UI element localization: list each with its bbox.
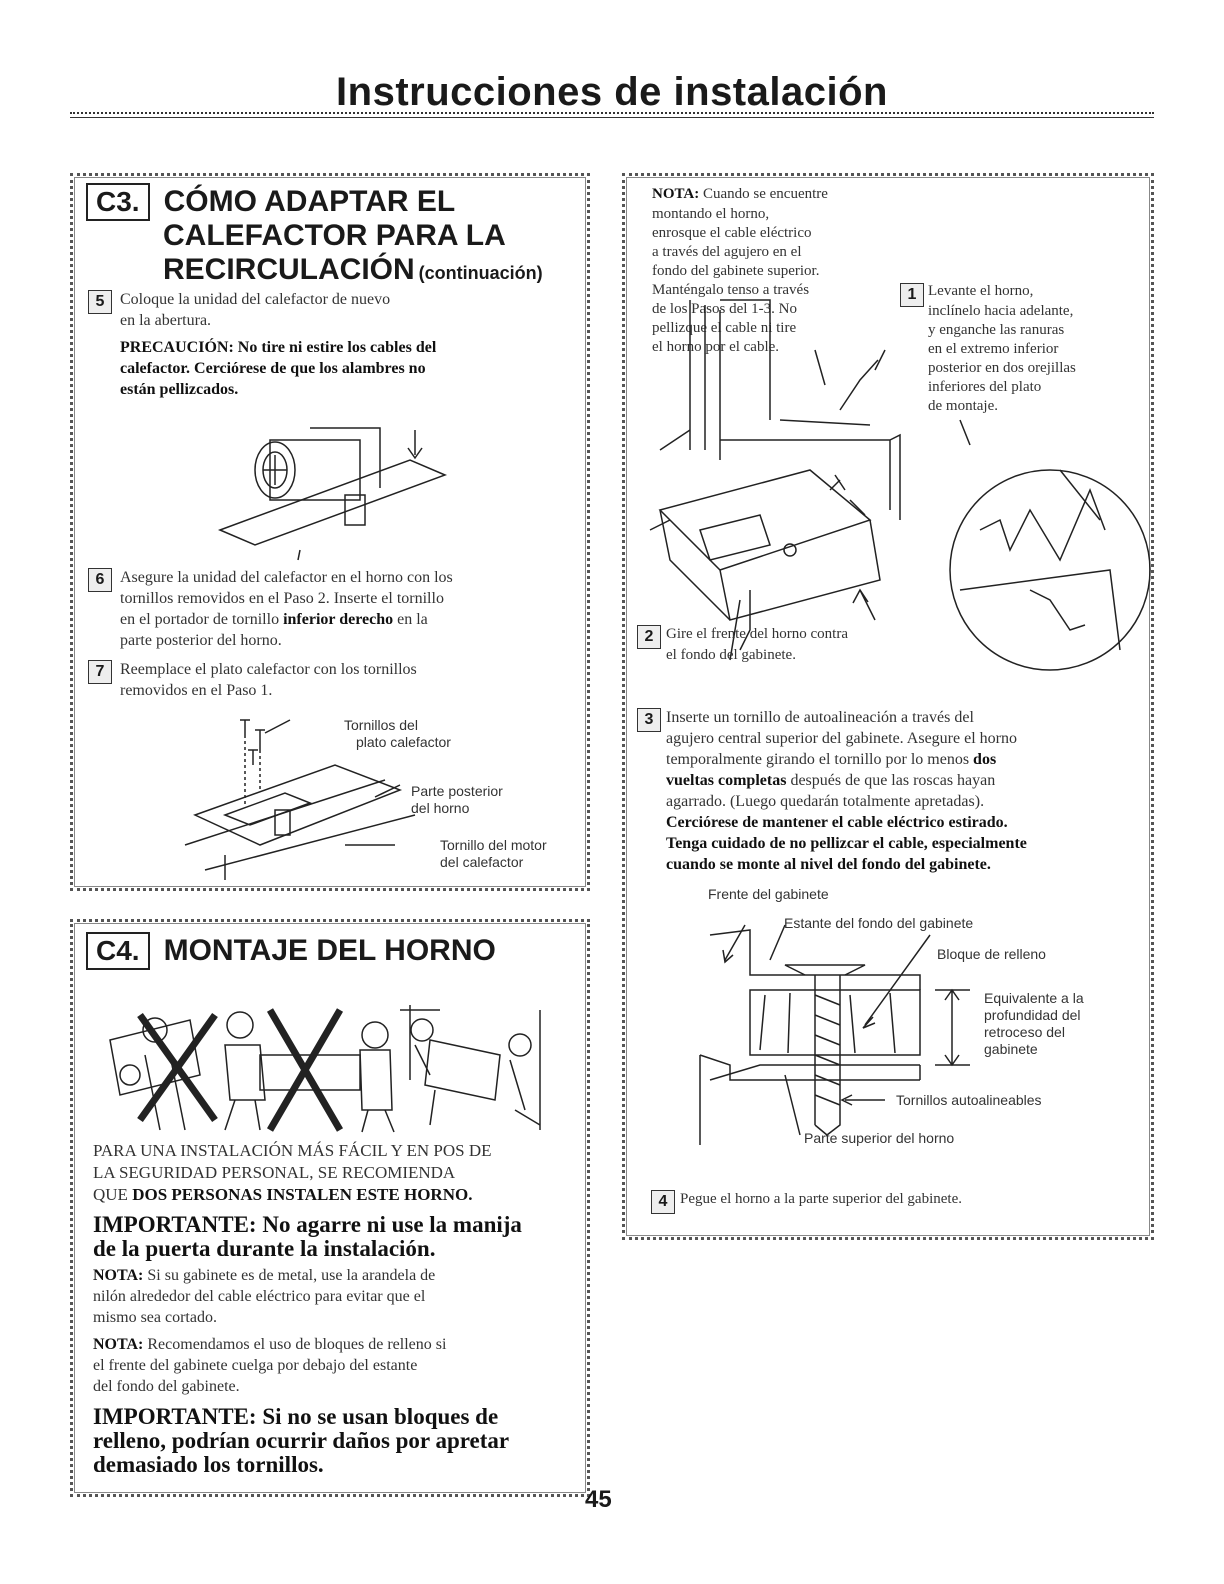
caution-line-2: calefactor. Cerciórese de que los alambres no [120, 360, 426, 377]
step-6-line-1: Asegure la unidad del calefactor en el horno con los [120, 569, 453, 586]
oven-mounting-illustration [630, 290, 1150, 670]
step-3-line-2: agujero central superior del gabinete. Asegure el horno [666, 730, 1017, 747]
label-motor-screw-2: del calefactor [440, 854, 524, 870]
label-heater-plate-screws-1: Tornillos del [344, 717, 418, 733]
step-1-line-1: Levante el horno, [928, 283, 1034, 299]
step-1-number: 1 [900, 283, 924, 307]
c4-important-2-line-1: IMPORTANTE: Si no se usan bloques de [93, 1404, 499, 1429]
label-oven-rear-1: Parte posterior [411, 783, 503, 799]
step-5-text-2: en la abertura. [120, 312, 212, 329]
c4-para-1: PARA UNA INSTALACIÓN MÁS FÁCIL Y EN POS DE [93, 1141, 492, 1160]
step-6-line-3: en el portador de tornillo inferior derecho en la [120, 611, 428, 628]
step-3-line-4: vueltas completas después de que las roscas hayan [666, 772, 996, 789]
page-number: 45 [585, 1486, 612, 1513]
section-c4-tag: C4. [86, 932, 150, 970]
step-1-line-7: de montaje. [928, 398, 998, 414]
right-nota-line-4: a través del agujero en el [652, 244, 802, 260]
label-filler-block: Bloque de relleno [937, 946, 1046, 962]
caution-line-3: están pellizcados. [120, 381, 239, 398]
step-7-number: 7 [88, 660, 112, 684]
step-4-number: 4 [651, 1190, 675, 1214]
title-rule [70, 112, 1154, 118]
step-1-line-4: en el extremo inferior [928, 341, 1059, 357]
c4-nota-1-line-1: NOTA: Si su gabinete es de metal, use la arandela de [93, 1267, 436, 1284]
c4-nota-1-line-2: nilón alrededor del cable eléctrico para evitar que el [93, 1288, 426, 1305]
c4-important-2-line-2: relleno, podrían ocurrir daños por apretar [93, 1428, 510, 1453]
two-person-lift-illustration [100, 1000, 560, 1135]
c4-nota-2-line-2: el frente del gabinete cuelga por debajo del estante [93, 1357, 418, 1374]
step-1-line-6: inferiores del plato [928, 379, 1042, 395]
c4-para-2: LA SEGURIDAD PERSONAL, SE RECOMIENDA [93, 1163, 456, 1182]
right-nota-line-2: montando el horno, [652, 206, 770, 222]
right-nota-line-7: de los Pasos del 1-3. No [652, 301, 797, 317]
label-cabinet-bottom-shelf: Estante del fondo del gabinete [784, 915, 974, 931]
step-3-line-7: Tenga cuidado de no pellizcar el cable, especialmente [666, 835, 1027, 852]
right-nota-line-6: Manténgalo tenso a través [652, 282, 810, 298]
right-nota-line-9: el horno por el cable. [652, 339, 780, 355]
label-equiv-3: retroceso del [984, 1024, 1065, 1040]
step-5-number: 5 [88, 290, 112, 314]
filler-block-illustration [690, 905, 1150, 1155]
label-motor-screw-1: Tornillo del motor [440, 837, 547, 853]
caution-line-1: PRECAUCIÓN: No tire ni estire los cables del [120, 339, 437, 356]
step-6-line-2: tornillos removidos en el Paso 2. Inserte el tornillo [120, 590, 444, 607]
right-nota-line-8: pellizque el cable ni tire [652, 320, 797, 336]
right-nota-line-5: fondo del gabinete superior. [652, 263, 820, 279]
c4-para-3: QUE DOS PERSONAS INSTALEN ESTE HORNO. [93, 1185, 473, 1204]
section-c3-heading [86, 183, 576, 221]
step-3-line-3: temporalmente girando el tornillo por lo menos dos [666, 751, 997, 768]
step-3-line-8: cuando se monte al nivel del fondo del gabinete. [666, 856, 991, 873]
step-3-line-6: Cerciórese de mantener el cable eléctrico estirado. [666, 814, 1008, 831]
section-c4-heading [86, 932, 576, 970]
c4-important-2-line-3: demasiado los tornillos. [93, 1452, 324, 1477]
section-c3-title-1: CÓMO ADAPTAR EL [163, 185, 456, 218]
step-2-number: 2 [637, 625, 661, 649]
label-oven-rear-2: del horno [411, 800, 470, 816]
step-5-text-1: Coloque la unidad del calefactor de nuevo [120, 291, 391, 308]
page-title: Instrucciones de instalación [336, 70, 888, 114]
c4-nota-2-line-3: del fondo del gabinete. [93, 1378, 240, 1395]
c4-important-1-line-2: de la puerta durante la instalación. [93, 1236, 436, 1261]
heater-unit-illustration [210, 400, 450, 560]
section-c3-tag: C3. [86, 183, 150, 221]
c4-nota-2-line-1: NOTA: Recomendamos el uso de bloques de relleno si [93, 1336, 447, 1353]
label-equiv-2: profundidad del [984, 1007, 1081, 1023]
step-1-line-2: inclínelo hacia adelante, [928, 303, 1074, 319]
step-7-line-2: removidos en el Paso 1. [120, 682, 273, 699]
step-1-line-5: posterior en dos orejillas [928, 360, 1076, 376]
section-c3-title-2: CALEFACTOR PARA LA [163, 219, 506, 252]
c4-important-1-line-1: IMPORTANTE: No agarre ni use la manija [93, 1212, 522, 1237]
label-oven-top: Parte superior del horno [804, 1130, 955, 1146]
label-equiv-4: gabinete [984, 1041, 1038, 1057]
label-self-aligning-screws: Tornillos autoalineables [896, 1092, 1042, 1108]
step-3-line-5: agarrado. (Luego quedarán totalmente apretadas). [666, 793, 985, 810]
step-1-line-3: y enganche las ranuras [928, 322, 1065, 338]
step-6-line-4: parte posterior del horno. [120, 632, 282, 649]
label-equiv-1: Equivalente a la [984, 990, 1084, 1006]
step-6-number: 6 [88, 568, 112, 592]
c4-nota-1-line-3: mismo sea cortado. [93, 1309, 217, 1326]
step-2-line-1: Gire el frente del horno contra [666, 626, 848, 642]
step-4-line-1: Pegue el horno a la parte superior del gabinete. [680, 1191, 962, 1207]
step-3-number: 3 [637, 708, 661, 732]
right-nota-line-1: NOTA: Cuando se encuentre [652, 186, 828, 202]
label-heater-plate-screws-2: plato calefactor [356, 734, 451, 750]
step-2-line-2: el fondo del gabinete. [666, 647, 796, 663]
step-3-line-1: Inserte un tornillo de autoalineación a través del [666, 709, 974, 726]
section-c4-title: MONTAJE DEL HORNO [163, 934, 496, 967]
label-cabinet-front: Frente del gabinete [708, 886, 829, 902]
step-7-line-1: Reemplace el plato calefactor con los tornillos [120, 661, 417, 678]
right-nota-line-3: enrosque el cable eléctrico [652, 225, 812, 241]
section-c3-title-3: RECIRCULACIÓN (continuación) [163, 253, 543, 286]
